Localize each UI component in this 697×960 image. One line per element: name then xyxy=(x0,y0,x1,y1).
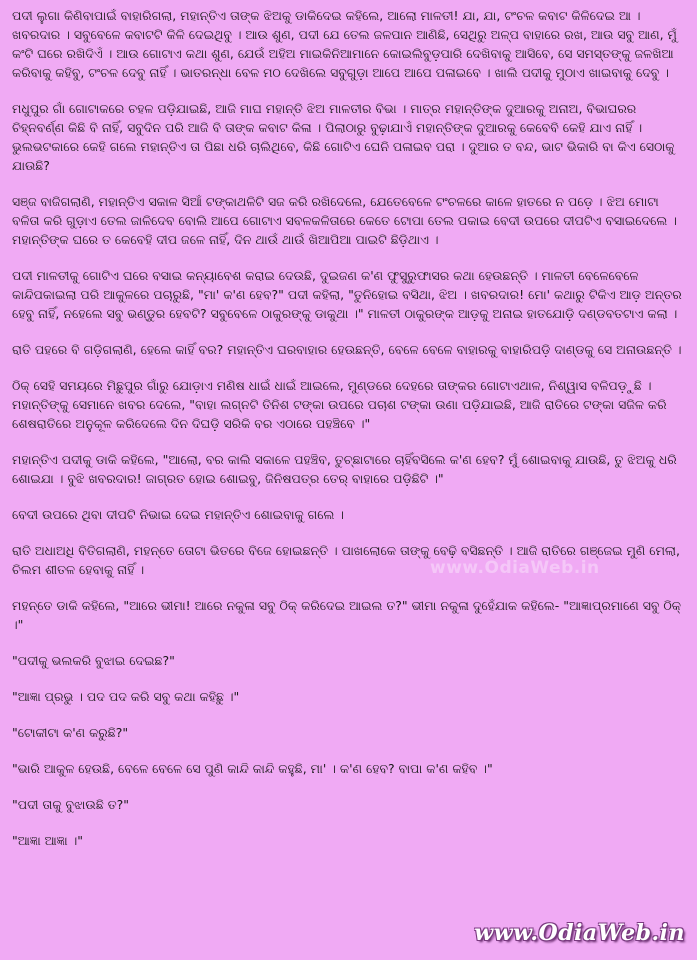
paragraph-3: ସଞ୍ଜ ବାଜିଗଲାଣି, ମହାନ୍ତିଏ ସକାଳ ସିଆଁ ଟଙ୍କାଥଳିଟି ସଜ କରି ରଖିଦେଲେ, ଯେତେବେଳେ ଟଂଚଳରେ କାଳେ ହାତରେ ନ ପଡ଼େ । ଝିଅ ମୋଟା ବଳିତା କରି ଗୁଡ଼ାଏ ତେଲ ଜାଳିଦେବ ବୋଲି ଆପେ ଗୋଟାଏ ସବଳକଳିତାରେ କେତେ ଟୋପା ତେଲ ପକାଇ ବେଦୀ ଉପରେ ଦୀପଟିଏ ବସାଇଦେଲେ । ମହାନ୍ତିଙ୍କ ଘରେ ତ କେବେହି ଦୀପ ଜଳେ ନାହିଁ, ଦିନ ଥାଉଁ ଥାଉଁ ଖିଆପିଆ ପାଇଟି ଛିଡ଼ିଥାଏ । xyxy=(12,194,677,247)
paragraph-9: ରାତି ଅଧାଅଧି ବିତିଗଲାଣି, ମହନ୍ତେ ତୋଟା ଭିତରେ ବିଜେ ହୋଇଛନ୍ତି । ପାଖଲୋକେ ତାଙ୍କୁ ବେଢ଼ି ବସିଛନ୍ତି । ଆଜି ରାତିରେ ଗଞ୍ଜେଇ ମୁଣି ମେଲା, ଚିଲମ ଶୀତଳ ହେବାକୁ ନାହିଁ । xyxy=(12,543,680,577)
paragraph-2: ମଧୁପୁର ଗାଁ ଗୋଟାକରେ ଚହଳ ପଡ଼ିଯାଇଛି, ଆଜି ମାଘ ମହାନ୍ତି ଝିଅ ମାଳତୀର ବିଭା । ମାତ୍ର ମହାନ୍ତିଙ୍କ ଦୁଆରକୁ ଅନାଅ, ବିଭାଘରର ଚିହ୍ନବର୍ଣ୍ଣ କିଛି ବି ନାହିଁ, ସବୁଦିନ ପରି ଆଜି ବି ତାଙ୍କ କବାଟ କିଳା । ପିଲାଠାରୁ ବୁଢ଼ାଯାଏଁ ମହାନ୍ତିଙ୍କ ଦୁଆରକୁ କେବେବି କେହି ଯାଏ ନାହିଁ । ଭୁଲଭଟକାରେ କେହି ଗଲେ ମହାନ୍ତିଏ ତା ପିଛା ଧରି ଚାଲିଥିବେ, କିଛି ଗୋଟିଏ ଘେନି ପଳାଇବ ପରା । ଦୁଆର ତ ବନ୍ଦ, ଭାଟ ଭିକାରି ବା କିଏ ସେଠାକୁ ଯାଉଛି? xyxy=(12,101,675,173)
paragraph-10: ମହନ୍ତେ ଡାକି କହିଲେ, "ଆରେ ଭୀମା! ଆରେ ନକୁଳା ସବୁ ଠିକ୍ କରିଦେଇ ଆଇଲ ତ?" ଭୀମା ନକୁଳା ଦୁହେଁଯାକ କହିଲେ- "ଆଜ୍ଞାପ୍ରମାଣେ ସବୁ ଠିକ୍ ।" xyxy=(12,598,681,632)
paragraph-15: "ପଦୀ ତାକୁ ବୁଝାଉଛି ତ?" xyxy=(12,797,130,812)
paragraph-4: ପଦୀ ମାଳତୀକୁ ଗୋଟିଏ ଘରେ ବସାଇ କନ୍ୟାବେଶ କରାଇ ଦେଉଛି, ଦୁଇଜଣ କ'ଣ ଫୁସୁରୁଫାସର କଥା ହେଉଛନ୍ତି । ମାଳତୀ ବେଳେବେଳେ କାନ୍ଦିପକାଇଲା ପରି ଆକୁଳରେ ପଚାରୁଛି, "ମା' କ'ଣ ହେବ?" ପଦୀ କହିଲା, "ତୁନିହୋଇ ବସିଥା, ଝିଅ । ଖବରଦାର! ମୋ' କଥାରୁ ଟିକିଏ ଆଡ଼ ଅନ୍ତର ହେବୁ ନାହିଁ, ନହେଲେ ସବୁ ଭଣ୍ଡୁର ହେବଟି? ସବୁବେଳେ ଠାକୁରଙ୍କୁ ଡାକୁଥା ।" ମାଳତୀ ଠାକୁରଙ୍କ ଆଡ଼କୁ ଅନାଇ ହାତଯୋଡ଼ି ଦଣ୍ଡବତଟାଏ କଲା । xyxy=(12,268,682,321)
paragraph-16: "ଆଜ୍ଞା ଆଜ୍ଞା ।" xyxy=(12,833,83,848)
paragraph-8: ବେଦୀ ଉପରେ ଥିବା ଦୀପଟି ନିଭାଇ ଦେଇ ମହାନ୍ତିଏ ଶୋଇବାକୁ ଗଲେ । xyxy=(12,507,344,522)
site-logo-watermark: www.OdiaWeb.in xyxy=(474,920,685,946)
paragraph-5: ରାତି ପହରେ ବି ଗଡ଼ିଗଲାଣି, ହେଲେ କାହିଁ ବର? ମହାନ୍ତିଏ ଘରବାହାର ହେଉଛନ୍ତି, ବେଳେ ବେଳେ ବାହାରକୁ ବାହାରିପଡ଼ି ଦାଣ୍ଡକୁ ସେ ଅନାଉଛନ୍ତି । xyxy=(12,342,682,357)
paragraph-14: "ଭାରି ଆକୁଳ ହେଉଛି, ବେଳେ ବେଳେ ସେ ପୁଣି କାନ୍ଦି କାନ୍ଦି କହୁଛି, ମା' । କ'ଣ ହେବ? ବାପା କ'ଣ କହିବ ।" xyxy=(12,761,493,776)
paragraph-11: "ପଦୀକୁ ଭଲକରି ବୁଝାଇ ଦେଇଛ?" xyxy=(12,653,175,668)
faint-watermark: www.OdiaWeb.in xyxy=(430,558,600,578)
paragraph-1: ପଦୀ ଲୁଗା କିଣିବାପାଇଁ ବାହାରିଗଲା, ମହାନ୍ତିଏ ତାଙ୍କ ଝିଅକୁ ଡାକିଦେଇ କହିଲେ, ଆଲୋ ମାଳତୀ! ଯା, ଯା, ଟଂଚଳ କବାଟ କିଳିଦେଇ ଆ । ଖବରଦାର । ସବୁବେଳେ କବାଟଟି କିଳି ଦେଇଥିବୁ । ଆଉ ଶୁଣ, ପଦୀ ଯେ ତେଲ ଜଳପାନ ଆଣିଛି, ସେଥିରୁ ଅଳ୍ପ ବାହାରେ ରଖ, ଆଉ ସବୁ ଆଣ, ମୁଁ କଂଟି ଘରେ ରଖିଦିଏଁ । ଆଉ ଗୋଟାଏ କଥା ଶୁଣ, ଯେଉଁ ଅହିଅ ମାଇକିନିଆମାନେ କୋଇଲିବୁଡ଼ପାରି ଦେଖିବାକୁ ଆସିବେ, ସେ ସମସ୍ତଙ୍କୁ ଜଳଖିଆ କରିବାକୁ କହିବୁ, ଟଂଚଳ ଦେବୁ ନାହିଁ । ଭାତରନ୍ଧା ବେଳ ମଠ ଦେଖିଲେ ସବୁଗୁଡ଼ା ଆପେ ଆପେ ପଳାଇବେ । ଖାଲି ପଦୀକୁ ମୁଠାଏ ଖାଇବାକୁ ଦେବୁ । xyxy=(12,8,677,80)
paragraph-12: "ଆଜ୍ଞା ପ୍ରଭୁ । ପଦ ପଦ କରି ସବୁ କଥା କହିଛୁ ।" xyxy=(12,689,240,704)
paragraph-6: ଠିକ୍ ସେହି ସମୟରେ ମିଛୁପୁର ଗାଁରୁ ଯୋଡ଼ାଏ ମଣିଷ ଧାଇଁ ଧାଇଁ ଆଇଲେ, ମୁଣ୍ଡରେ ଦେହରେ ତାଙ୍କର ଗୋଟାଏଥାଳ, ନିଶ୍ୱାସ ବଳିପଡ଼ୁଛି । ମହାନ୍ତିଙ୍କୁ ସେମାନେ ଖବର ଦେଲେ, "ବାହା ଲଗ୍ନଟି ତିନିଶ ଟଙ୍କା ଉପରେ ପଚାଶ ଟଙ୍କା ଉଣା ପଡ଼ିଯାଇଛି, ଆଜି ରାତିରେ ଟଙ୍କା ସଜିଳ କରି ଶେଷରାତିରେ ଅନୁକୂଳ କରିଦେଲେ ଦିନ ଦିଘଡ଼ି ସରିକି ବର ଏଠାରେ ପହଞ୍ଚିବେ ।" xyxy=(12,378,667,431)
paragraph-7: ମହାନ୍ତିଏ ପଦୀକୁ ଡାକି କହିଲେ, "ଆଲୋ, ବର କାଲି ସକାଳେ ପହଞ୍ଚିବ, ତୁଚ୍ଛାଟାରେ ଚାହିଁବସିଲେ କ'ଣ ହେବ? ମୁଁ ଶୋଇବାକୁ ଯାଉଛି, ତୁ ଝିଅକୁ ଧରି ଶୋଇଯା । ବୁଝି ଖବରଦାର! ଜାଗ୍ରତ ହୋଇ ଶୋଇବୁ, ଜିନିଷପତ୍ର ତେର୍ ବାହାରେ ପଡ଼ିଛିଟି ।" xyxy=(12,452,677,486)
paragraph-13: "ଟୋକୀଟା କ'ଣ କରୁଛି?" xyxy=(12,725,129,740)
